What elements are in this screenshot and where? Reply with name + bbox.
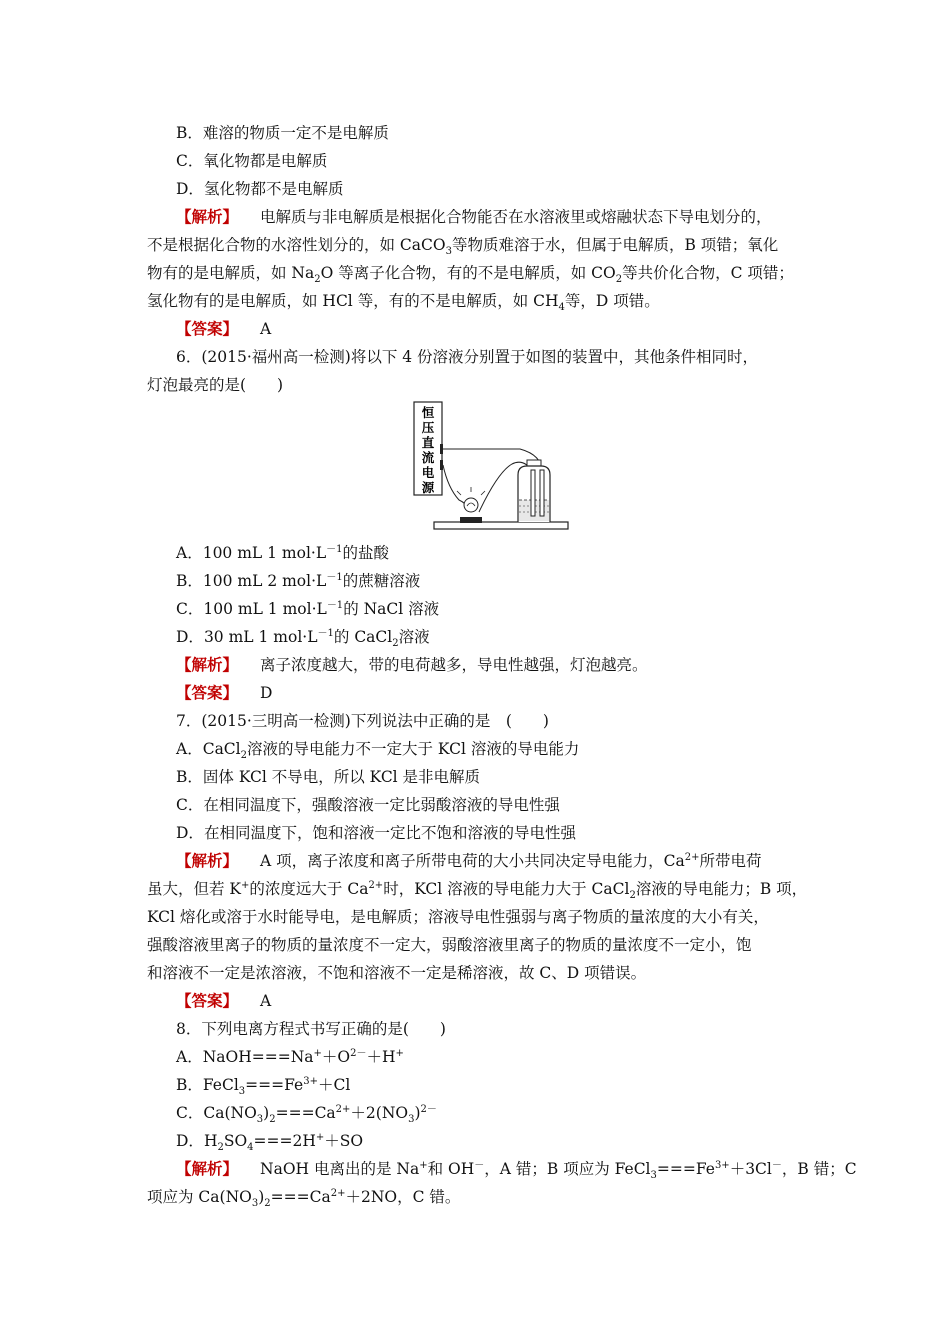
q7-analysis-line-4: 强酸溶液里离子的物质的量浓度不一定大，弱酸溶液里离子的物质的量浓度不一定小，饱 (147, 936, 752, 954)
power-supply-char: 压 (421, 420, 435, 435)
q7-analysis-line-5: 和溶液不一定是浓溶液，不饱和溶液不一定是稀溶液，故 C、D 项错误。 (147, 964, 647, 982)
q6-option-c: C．100 mL 1 $mol\cdot L^{-1}$的 NaCl 溶液 (176, 599, 440, 618)
q5-analysis-line-1: 【解析】 电解质与非电解质是根据化合物能否在水溶液里或熔融状态下导电划分的， (176, 207, 772, 226)
electrode (540, 470, 544, 516)
q7-stem: 7．(2015·三明高一检测)下列说法中正确的是 ( ) (176, 712, 549, 730)
q7-analysis-line-3: KCl 熔化或溶于水时能导电，是电解质；溶液导电性强弱与离子物质的量浓度的大小有关， (147, 908, 769, 926)
answer-tag: 【答案】 (176, 683, 239, 702)
q6-stem-line-1: 6．(2015·福州高一检测)将以下 4 份溶液分别置于如图的装置中，其他条件相同时， (176, 348, 759, 366)
terminal (440, 460, 443, 470)
terminal (440, 444, 443, 454)
q6-stem-line-2: 灯泡最亮的是( ) (147, 376, 284, 394)
q8-option-a: A．$NaOH===Na^++O^{2-}+H^+$ (176, 1047, 404, 1066)
q6-option-d: D．30 mL 1 $mol\cdot L^{-1}$的 CaCl$_2$溶液 (176, 627, 430, 650)
answer-tag: 【答案】 (176, 991, 239, 1010)
q8-stem: 8．下列电离方程式书写正确的是( ) (176, 1020, 446, 1038)
analysis-tag: 【解析】 (176, 851, 239, 870)
q5-analysis-line-3: 物有的是电解质，如 $Na_2O$ 等离子化合物，有的不是电解质，如 $CO_2$等共价化合物，C 项错； (147, 264, 794, 286)
answer-tag: 【答案】 (176, 319, 239, 338)
q6-option-b: B．100 mL 2 $mol\cdot L^{-1}$的蔗糖溶液 (176, 571, 421, 590)
q7-answer: 【答案】 A (176, 991, 272, 1010)
q6-option-a: A．100 mL 1 $mol\cdot L^{-1}$的盐酸 (176, 543, 390, 562)
analysis-tag: 【解析】 (176, 1159, 239, 1178)
circuit-apparatus-figure (412, 400, 572, 536)
q7-option-a: A．CaCl$_2$溶液的导电能力不一定大于 KCl 溶液的导电能力 (176, 740, 580, 762)
q7-analysis-line-1: 【解析】 A 项，离子浓度和离子所带电荷的大小共同决定导电能力，$Ca^{2+}$所带电荷 (176, 851, 762, 870)
bottle-neck (527, 460, 541, 466)
q5-option-d: D．氢化物都不是电解质 (176, 180, 344, 198)
q6-analysis: 【解析】 离子浓度越大，带的电荷越多，导电性越强，灯泡越亮。 (176, 655, 648, 674)
q8-option-b: B．$FeCl_3===Fe^{3+}+Cl$ (176, 1075, 351, 1098)
lamp-holder (460, 517, 482, 523)
q7-analysis-line-2: 虽大，但若 K+的浓度远大于 $Ca^{2+}$时，KCl 溶液的导电能力大于 CaCl$_2$溶液的导电能力；B 项， (147, 879, 808, 902)
power-supply-char: 源 (421, 480, 435, 495)
electrode (531, 470, 535, 516)
q8-option-c: C．$Ca(NO_3)_2===Ca^{2+}+2(NO_3)^{2-}$ (176, 1103, 437, 1126)
power-supply-char: 电 (421, 465, 435, 480)
power-supply-char: 流 (421, 450, 435, 465)
light-rays (457, 487, 485, 495)
power-supply-char: 直 (421, 435, 435, 450)
q5-analysis-line-4: 氢化物有的是电解质，如 HCl 等，有的不是电解质，如 $CH_4$等，D 项错。 (147, 292, 660, 314)
q7-option-d: D．在相同温度下，饱和溶液一定比不饱和溶液的导电性强 (176, 824, 576, 842)
analysis-tag: 【解析】 (176, 655, 239, 674)
analysis-tag: 【解析】 (176, 207, 239, 226)
q8-analysis-line-2: 项应为 $Ca(NO_3)_2===Ca^{2+}+2NO$，C 错。 (147, 1187, 461, 1210)
q7-option-b: B．固体 KCl 不导电，所以 KCl 是非电解质 (176, 768, 481, 786)
base-board (434, 522, 568, 529)
q5-analysis-line-2: 不是根据化合物的水溶性划分的，如 CaCO$_3$等物质难溶于水，但属于电解质，B 项错；氧化 (147, 236, 779, 258)
q8-option-d: D．$H_2SO_4===2H^++SO$ (176, 1131, 364, 1154)
q5-answer: 【答案】 A (176, 319, 272, 338)
light-bulb-icon (464, 498, 478, 512)
q8-analysis-line-1: 【解析】 NaOH 电离出的是 Na+和 OH－，A 错；B 项应为 $FeCl_3===Fe^{3+}+3Cl^-$，B 错；C (176, 1159, 857, 1182)
q5-option-b: B．难溶的物质一定不是电解质 (176, 124, 389, 142)
q6-answer: 【答案】 D (176, 683, 273, 702)
q5-option-c: C．氧化物都是电解质 (176, 152, 328, 170)
power-supply-char: 恒 (421, 405, 435, 420)
q7-option-c: C．在相同温度下，强酸溶液一定比弱酸溶液的导电性强 (176, 796, 560, 814)
